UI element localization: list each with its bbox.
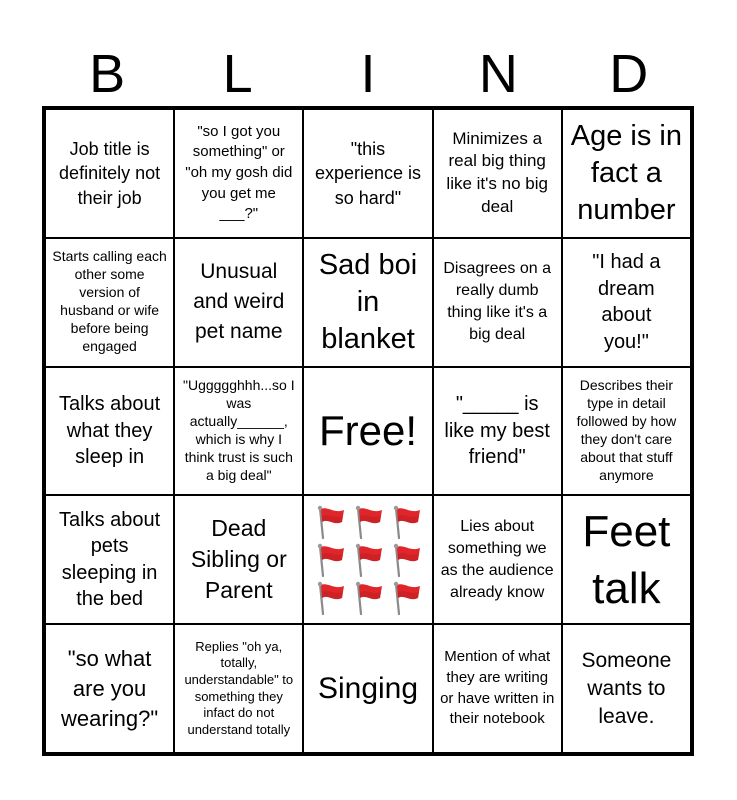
bingo-cell[interactable] — [562, 109, 691, 238]
cell-text: Dead Sibling or Parent — [190, 515, 287, 604]
cell-text: Mention of what they are writing or have written in their notebook — [440, 648, 555, 728]
bingo-board — [42, 106, 694, 756]
bingo-cell[interactable] — [174, 624, 303, 753]
cell-text: Sad boi in blanket — [318, 248, 418, 355]
cell-text: Age is in fact a number — [570, 120, 682, 226]
cell-text: Describes their type in detail followed by how they don't care about that stuff anymore — [576, 377, 677, 483]
bingo-cell[interactable] — [433, 238, 562, 367]
bingo-cell[interactable] — [433, 109, 562, 238]
cell-text: Someone wants to leave. — [581, 648, 672, 728]
red-flags-grid — [312, 504, 424, 616]
bingo-cell[interactable] — [433, 367, 562, 496]
cell-text: "this experience is so hard" — [314, 138, 422, 208]
cell-text: Free! — [318, 406, 417, 454]
cell-text: "so what are you wearing?" — [61, 645, 159, 731]
cell-text: Starts calling each other some version of husband or wife before being engaged — [52, 248, 167, 354]
red-flag-icon — [388, 580, 424, 616]
bingo-cell[interactable] — [433, 624, 562, 753]
bingo-cell[interactable] — [433, 495, 562, 624]
cell-text: Talks about pets sleeping in the bed — [59, 508, 161, 611]
red-flags-cell[interactable] — [303, 495, 432, 624]
red-flag-icon — [312, 580, 348, 616]
bingo-cell[interactable] — [45, 624, 174, 753]
red-flag-icon — [312, 504, 348, 540]
bingo-cell[interactable] — [562, 495, 691, 624]
cell-text: Talks about what they sleep in — [59, 393, 161, 469]
bingo-cell[interactable] — [174, 238, 303, 367]
bingo-cell[interactable] — [45, 238, 174, 367]
red-flag-icon — [350, 542, 386, 578]
bingo-cell[interactable] — [174, 109, 303, 238]
cell-text: Feet talk — [582, 506, 671, 613]
red-flag-icon — [350, 504, 386, 540]
bingo-cell[interactable] — [562, 367, 691, 496]
bingo-cell[interactable] — [303, 624, 432, 753]
red-flag-icon — [388, 504, 424, 540]
red-flag-icon — [350, 580, 386, 616]
cell-text: Singing — [317, 671, 419, 705]
bingo-cell[interactable] — [174, 495, 303, 624]
cell-text: "I had a dream about you!" — [592, 251, 661, 353]
bingo-header — [42, 42, 694, 106]
bingo-cell[interactable] — [45, 367, 174, 496]
header-letter-d: D — [609, 44, 649, 104]
red-flag-icon — [312, 542, 348, 578]
header-letter-b: B — [89, 44, 126, 104]
header-letter-l: L — [222, 44, 253, 104]
cell-text: Replies "oh ya, totally, understandable" to something they infact do not understand totally — [184, 638, 294, 737]
cell-text: Lies about something we as the audience already know — [440, 517, 554, 601]
cell-text: "Uggggghhh...so I was actually______, which is why I think trust is such a big deal" — [182, 377, 295, 483]
bingo-cell[interactable] — [174, 367, 303, 496]
bingo-cell[interactable] — [303, 238, 432, 367]
bingo-cell[interactable] — [45, 109, 174, 238]
cell-text: Disagrees on a really dumb thing like it's a big deal — [443, 260, 551, 344]
cell-text: "_____ is like my best friend" — [444, 393, 550, 469]
cell-text: Minimizes a real big thing like it's no big deal — [446, 128, 548, 217]
header-letter-i: I — [360, 44, 376, 104]
header-letter-n: N — [478, 44, 518, 104]
bingo-cell[interactable] — [562, 624, 691, 753]
bingo-cell[interactable] — [45, 495, 174, 624]
bingo-cell[interactable] — [303, 367, 432, 496]
cell-text: Unusual and weird pet name — [193, 259, 285, 344]
cell-text: "so I got you something" or "oh my gosh did you get me ___?" — [185, 122, 293, 223]
bingo-cell[interactable] — [303, 109, 432, 238]
cell-text: Job title is definitely not their job — [59, 138, 161, 208]
bingo-cell[interactable] — [562, 238, 691, 367]
red-flag-icon — [388, 542, 424, 578]
